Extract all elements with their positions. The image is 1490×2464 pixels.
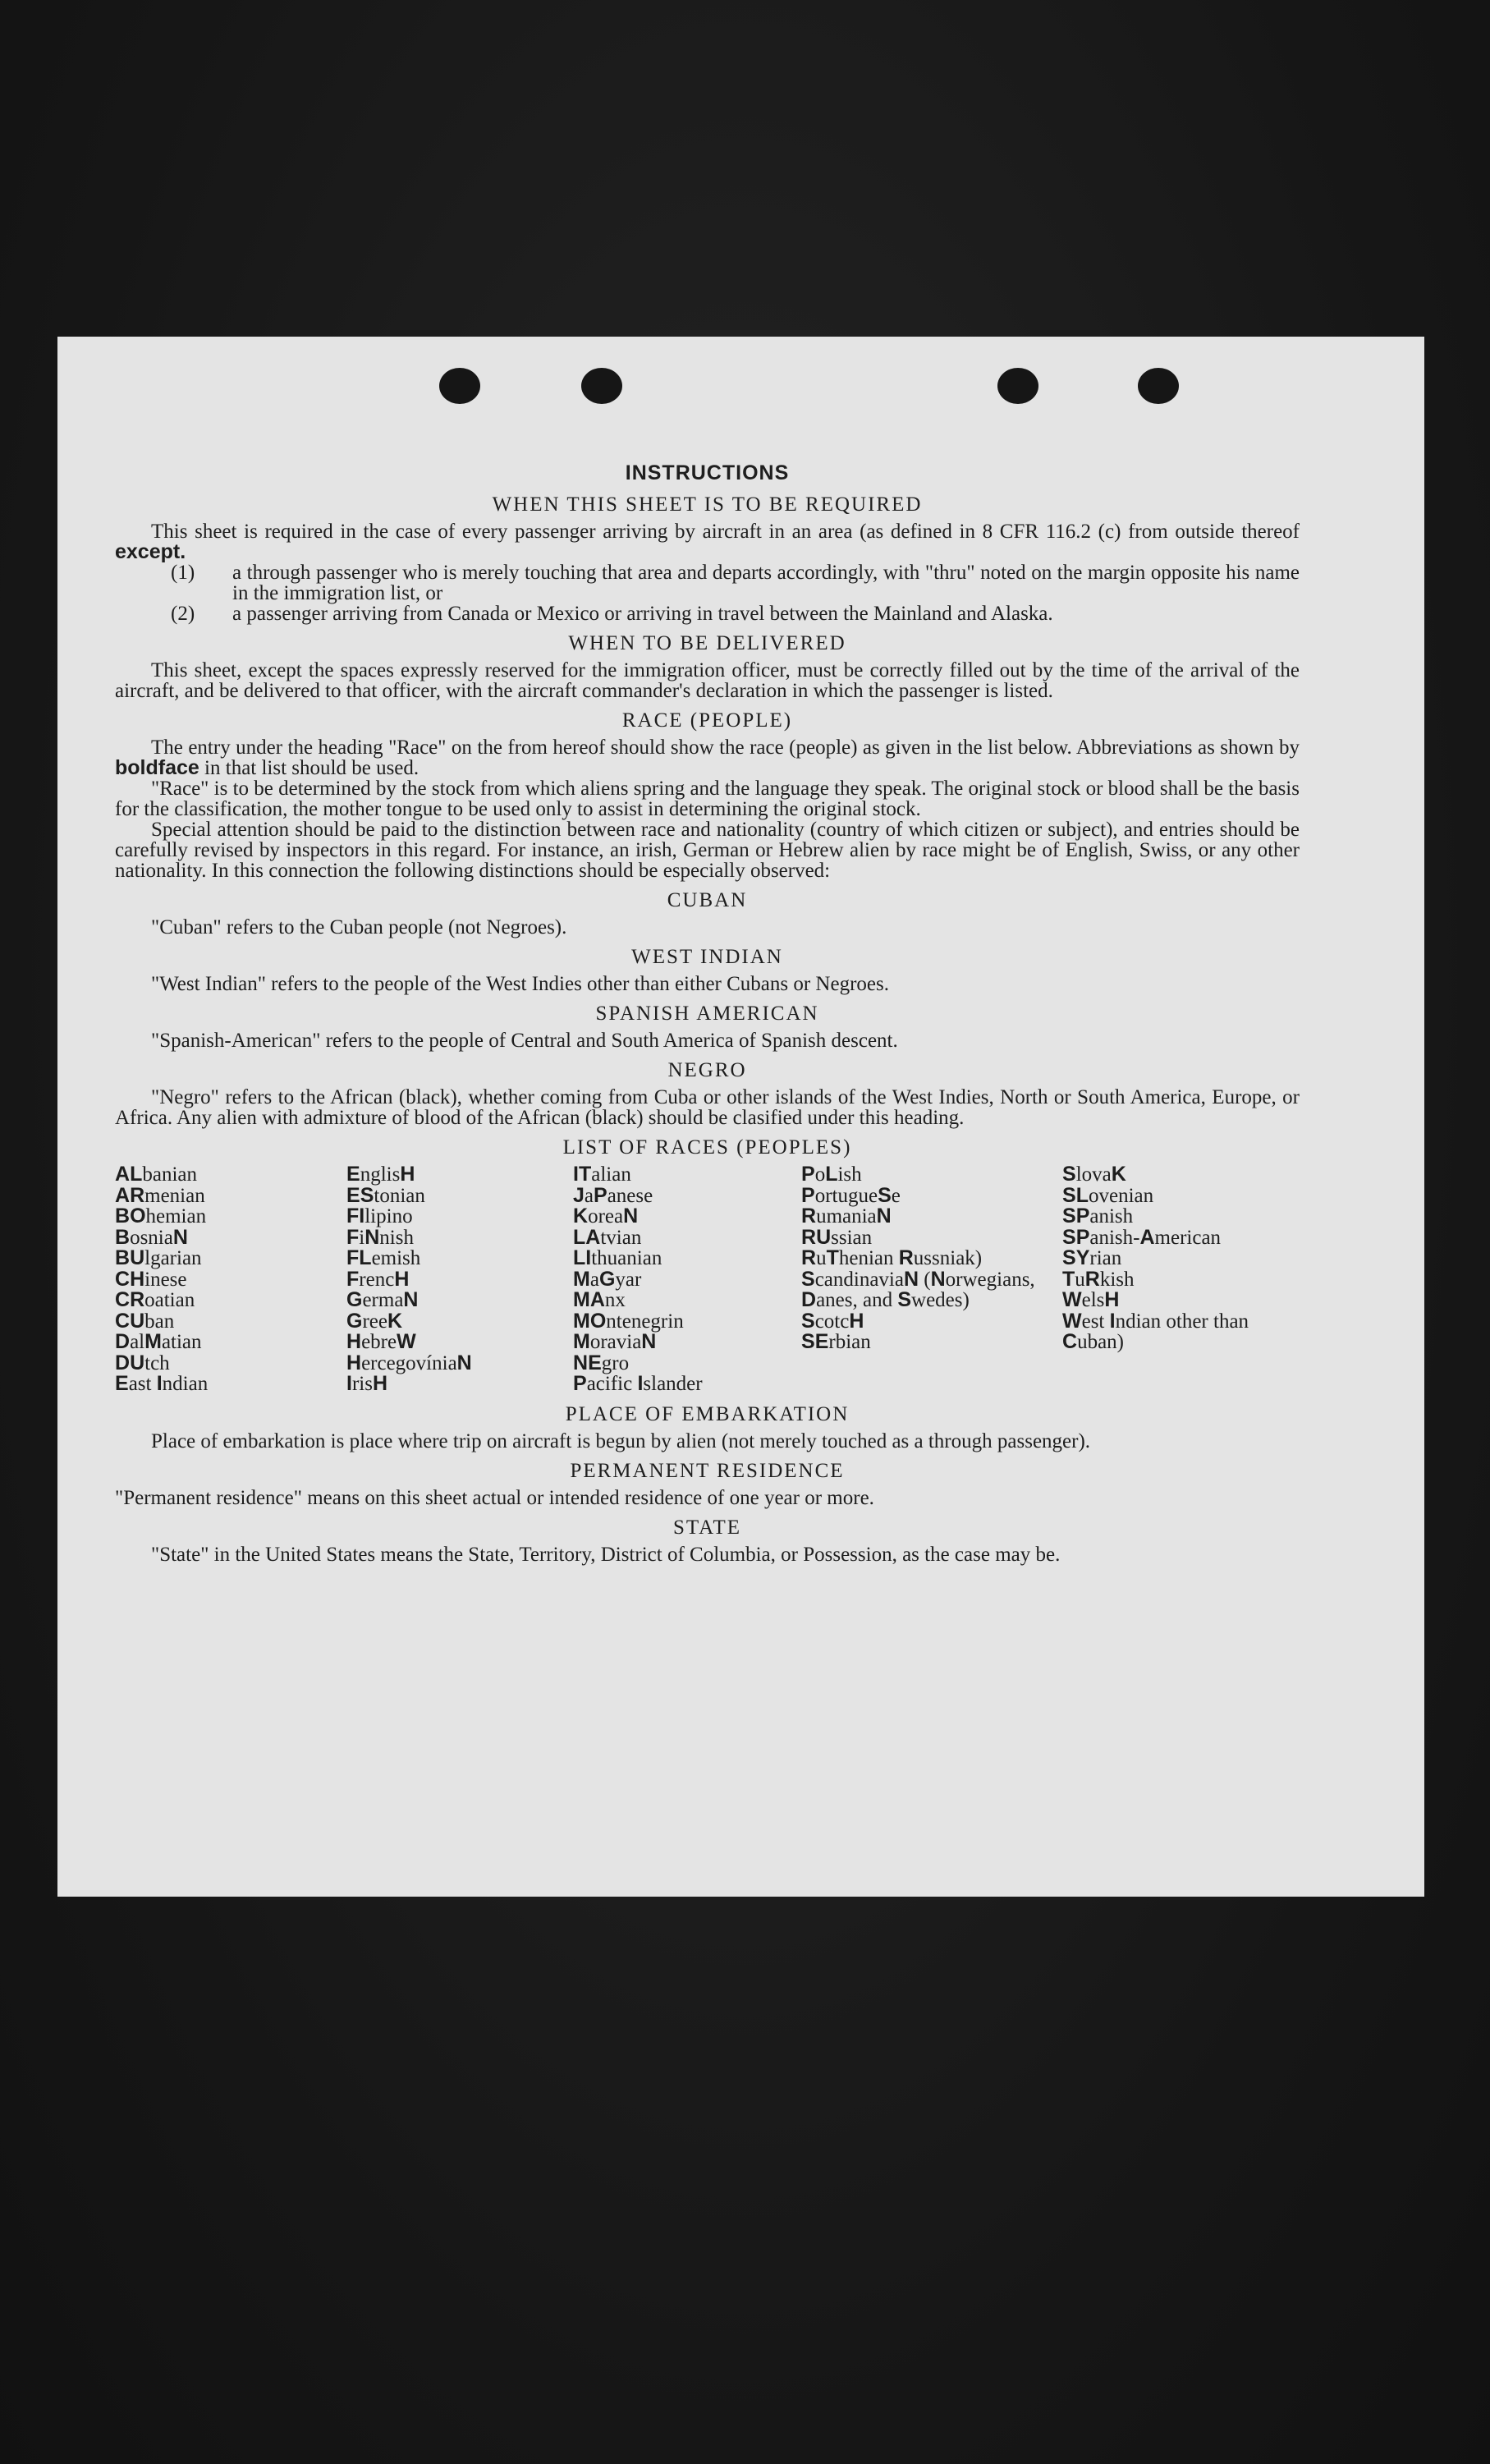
race-paragraph-3: Special attention should be paid to the distinction between race and nationality (country of which citizen or subject), and entries should be carefully revised by inspectors in this regard. For instance, an irish, German or Hebrew alien by race might be of English, Swiss, or any other nationality. In this connection the following distinctions should be especially observed: bbox=[115, 819, 1300, 882]
race-entry: WelsH bbox=[1062, 1288, 1120, 1311]
race-entry: PoLish bbox=[801, 1163, 862, 1186]
embarkation-text: Place of embarkation is place where trip on aircraft is begun by alien (not merely touched as a through passenger). bbox=[151, 1429, 1091, 1452]
when-required-intro: This sheet is required in the case of every passenger arriving by aircraft in an area (as defined in 8 CFR 116.2 (c) from outside thereof except. bbox=[115, 521, 1300, 563]
race-entry: LAtvian bbox=[573, 1225, 642, 1249]
race-entry: IrisH bbox=[346, 1372, 388, 1395]
race-entry: MOntenegrin bbox=[573, 1309, 684, 1333]
race-entry: LIthuanian bbox=[573, 1246, 662, 1269]
race-entry: FrencH bbox=[346, 1267, 410, 1291]
heading-embarkation: PLACE OF EMBARKATION bbox=[565, 1402, 850, 1425]
race-entry: ARmenian bbox=[115, 1183, 205, 1207]
heading-spanish-american: SPANISH AMERICAN bbox=[595, 1003, 819, 1025]
race-entry: BosniaN bbox=[115, 1225, 188, 1249]
heading-west-indian: WEST INDIAN bbox=[631, 946, 783, 968]
race-entry: DUtch bbox=[115, 1351, 170, 1374]
race-entry: EStonian bbox=[346, 1183, 425, 1207]
race-entry: SPanish-American bbox=[1062, 1225, 1222, 1249]
race-entry: HebreW bbox=[346, 1330, 416, 1353]
cuban-text: "Cuban" refers to the Cuban people (not Negroes). bbox=[151, 916, 567, 938]
race-entry: CHinese bbox=[115, 1267, 187, 1291]
heading-cuban: CUBAN bbox=[667, 889, 748, 911]
negro-text: "Negro" refers to the African (black), whether coming from Cuba or other islands of the West Indies, North or South America, Europe, or Africa. Any alien with admixture of blood of the African (black) should be clasified under this heading. bbox=[115, 1086, 1300, 1129]
exception-item: (2) a passenger arriving from Canada or Mexico or arriving in travel between the Mainland and Alaska. bbox=[171, 603, 1053, 625]
races-column bbox=[346, 1164, 573, 1395]
race-entry: EnglisH bbox=[346, 1163, 415, 1186]
race-paragraph-1: The entry under the heading "Race" on the from hereof should show the race (people) as given in the list below. Abbreviations as shown by boldface in that list should be used. bbox=[115, 736, 1300, 779]
race-entry: SYrian bbox=[1062, 1246, 1122, 1269]
races-column bbox=[1062, 1164, 1309, 1395]
race-entry: Pacific Islander bbox=[573, 1372, 703, 1395]
residence-text: "Permanent residence" means on this sheet actual or intended residence of one year or more. bbox=[115, 1486, 874, 1509]
race-entry: PortugueSe bbox=[801, 1183, 901, 1207]
race-paragraph-2: "Race" is to be determined by the stock from which aliens spring and the language they speak. The original stock or blood shall be the basis for the classification, the mother tongue to be used only to assist in determining the original stock. bbox=[115, 778, 1300, 820]
race-entry: SPanish bbox=[1062, 1204, 1134, 1227]
punch-hole bbox=[439, 368, 480, 404]
race-entry: DalMatian bbox=[115, 1330, 202, 1353]
heading-races-list: LIST OF RACES (PEOPLES) bbox=[562, 1136, 852, 1159]
race-entry: FiNnish bbox=[346, 1225, 414, 1249]
heading-when-required: WHEN THIS SHEET IS TO BE REQUIRED bbox=[492, 493, 923, 516]
page-title: INSTRUCTIONS bbox=[625, 461, 790, 484]
race-entry: BOhemian bbox=[115, 1204, 207, 1227]
races-list bbox=[115, 1164, 1300, 1395]
punch-hole bbox=[1138, 368, 1179, 404]
punch-hole bbox=[581, 368, 622, 404]
race-entry: RuThenian Russniak) bbox=[801, 1246, 983, 1269]
heading-permanent-residence: PERMANENT RESIDENCE bbox=[570, 1459, 845, 1482]
race-entry: SlovaK bbox=[1062, 1163, 1126, 1186]
race-entry: BUlgarian bbox=[115, 1246, 202, 1269]
race-entry: RUssian bbox=[801, 1225, 873, 1249]
punch-hole bbox=[997, 368, 1038, 404]
race-entry: JaPanese bbox=[573, 1183, 653, 1207]
spanish-american-text: "Spanish-American" refers to the people of Central and South America of Spanish descent. bbox=[151, 1030, 898, 1052]
race-entry: MaGyar bbox=[573, 1267, 642, 1291]
race-entry: SErbian bbox=[801, 1330, 871, 1353]
boldface-word: boldface bbox=[115, 756, 199, 779]
race-entry: East Indian bbox=[115, 1372, 209, 1395]
race-entry: West Indian other than Cuban) bbox=[1062, 1309, 1249, 1353]
race-entry: GermaN bbox=[346, 1288, 419, 1311]
race-entry: TuRkish bbox=[1062, 1267, 1135, 1291]
race-entry: CUban bbox=[115, 1309, 175, 1333]
race-entry: NEgro bbox=[573, 1351, 630, 1374]
races-column bbox=[573, 1164, 801, 1395]
race-entry: GreeK bbox=[346, 1309, 403, 1333]
race-entry: MAnx bbox=[573, 1288, 626, 1311]
races-column bbox=[115, 1164, 346, 1395]
west-indian-text: "West Indian" refers to the people of the West Indies other than either Cubans or Negroes. bbox=[151, 973, 889, 995]
race-entry: ScandinaviaN (Norwegians, Danes, and Swedes) bbox=[801, 1267, 1035, 1311]
heading-state: STATE bbox=[673, 1516, 741, 1539]
race-entry: SLovenian bbox=[1062, 1183, 1154, 1207]
race-entry: CRoatian bbox=[115, 1288, 195, 1311]
heading-race: RACE (PEOPLE) bbox=[621, 709, 793, 732]
race-entry: ScotcH bbox=[801, 1309, 864, 1333]
race-entry: FIlipino bbox=[346, 1204, 413, 1227]
race-entry: RumaniaN bbox=[801, 1204, 892, 1227]
race-entry: FLemish bbox=[346, 1246, 421, 1269]
instruction-sheet bbox=[57, 337, 1424, 1897]
race-entry: KoreaN bbox=[573, 1204, 639, 1227]
race-entry: MoraviaN bbox=[573, 1330, 657, 1353]
race-entry: ITalian bbox=[573, 1163, 631, 1186]
heading-negro: NEGRO bbox=[667, 1059, 747, 1081]
state-text: "State" in the United States means the State, Territory, District of Columbia, or Possession, as the case may be. bbox=[151, 1543, 1061, 1566]
heading-when-delivered: WHEN TO BE DELIVERED bbox=[568, 632, 846, 654]
when-delivered-text: This sheet, except the spaces expressly reserved for the immigration officer, must be correctly filled out by the time of the arrival of the aircraft, and be delivered to that officer, with the aircraft commander's declaration in which the passenger is listed. bbox=[115, 659, 1300, 702]
races-column bbox=[801, 1164, 1062, 1395]
except-bold: except. bbox=[115, 540, 186, 563]
race-entry: HercegovíniaN bbox=[346, 1351, 472, 1374]
exception-item: (1) a through passenger who is merely touching that area and departs accordingly, with "thru" noted on the margin opposite his name in the immigration list, or bbox=[171, 562, 1300, 604]
race-entry: ALbanian bbox=[115, 1163, 197, 1186]
